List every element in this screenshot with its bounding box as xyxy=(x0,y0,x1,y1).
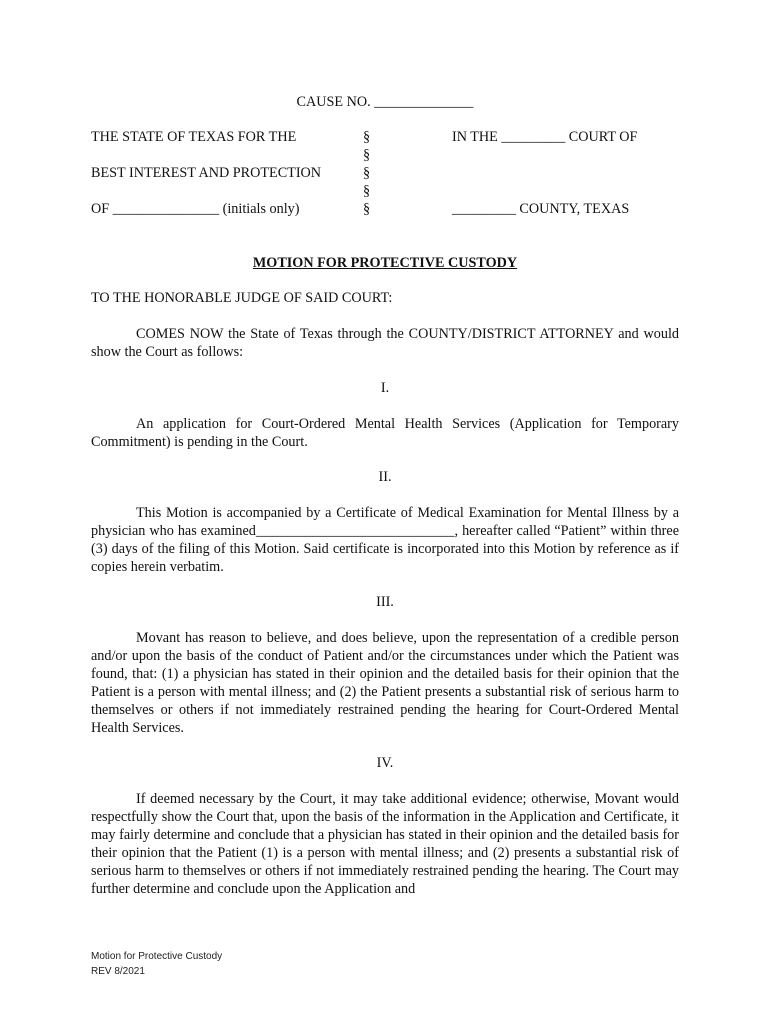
section-mark: § xyxy=(363,129,371,145)
section-heading-3: III. xyxy=(376,594,394,610)
cause-number: CAUSE NO. ______________ xyxy=(296,94,474,110)
section-text-2: This Motion is accompanied by a Certificate of Medical Examination for Mental Illness by a physician who has examined____________________________, hereafter called “Patient” within three (3) days of the filing of this Motion. Said certificate is incorporated into this Motion by reference as if copies herein verbatim. xyxy=(91,505,679,575)
section-text-4: If deemed necessary by the Court, it may take additional evidence; otherwise, Movant would respectfully show the Court that, upon the basis of the information in the Application and Certificate, it may fairly determine and conclude that a physician has stated in their opinion and the detailed basis for their opinion that the Patient (1) is a person with mental illness; and (2) presents a substantial risk of serious harm to themselves or others if not immediately restrained pending the hearing. The Court may further determine and conclude upon the Application and xyxy=(91,791,679,897)
caption-left-line-2: BEST INTEREST AND PROTECTION xyxy=(91,165,322,181)
page-footer xyxy=(91,949,222,979)
section-mark: § xyxy=(363,183,371,199)
caption-left-line-3: OF _______________ (initials only) xyxy=(91,201,300,217)
section-text-3: Movant has reason to believe, and does believe, upon the representation of a credible person and/or upon the basis of the conduct of Patient and/or the circumstances under which the Patient was found, that: (1) a physician has stated in their opinion and the detailed basis for their opinion that the Patient is a person with mental illness; and (2) the Patient presents a substantial risk of serious harm to themselves or others if not immediately restrained pending the hearing for Court-Ordered Mental Health Services. xyxy=(91,630,679,736)
section-mark: § xyxy=(363,201,371,217)
document-title: MOTION FOR PROTECTIVE CUSTODY xyxy=(252,255,518,271)
footer-form-name: Motion for Protective Custody xyxy=(91,951,223,962)
footer-revision: REV 8/2021 xyxy=(91,966,145,977)
caption-left-line-1: THE STATE OF TEXAS FOR THE xyxy=(91,129,297,145)
caption-right-line-1: IN THE _________ COURT OF xyxy=(452,129,638,145)
section-mark: § xyxy=(363,165,371,181)
section-heading-4: IV. xyxy=(376,755,394,771)
section-heading-2: II. xyxy=(378,469,392,485)
section-heading-1: I. xyxy=(380,380,390,396)
caption-right-line-2: _________ COUNTY, TEXAS xyxy=(452,201,630,217)
section-mark: § xyxy=(363,147,371,163)
case-caption xyxy=(91,129,691,219)
section-text-1: An application for Court-Ordered Mental Health Services (Application for Temporary Commitment) is pending in the Court. xyxy=(91,416,679,450)
intro-paragraph: COMES NOW the State of Texas through the COUNTY/DISTRICT ATTORNEY and would show the Court as follows: xyxy=(91,326,679,360)
salutation: TO THE HONORABLE JUDGE OF SAID COURT: xyxy=(91,290,393,306)
